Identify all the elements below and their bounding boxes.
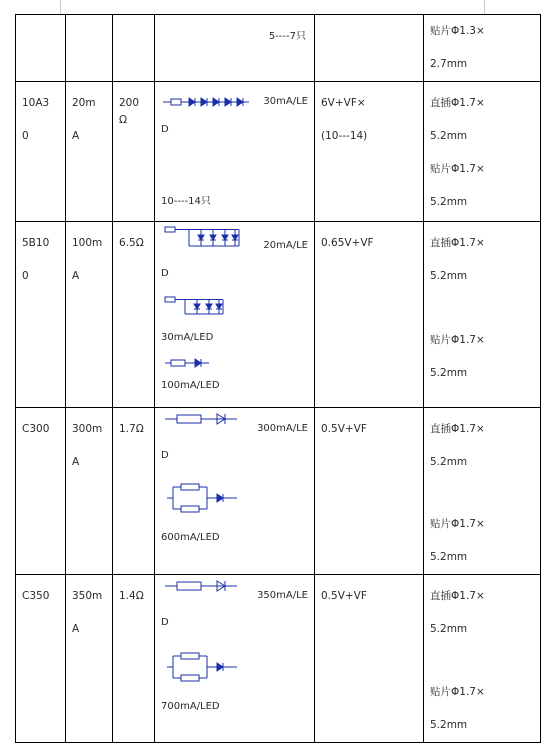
circuit-label: D [161, 617, 169, 628]
current-cell [66, 15, 113, 82]
diode-icon [225, 98, 231, 106]
resistor-icon [181, 653, 199, 659]
resistor-icon [181, 675, 199, 681]
led-count-text: 10----14只 [161, 196, 211, 207]
voltage-cell [315, 575, 424, 743]
current-cell [66, 408, 113, 575]
diode-icon [194, 300, 200, 315]
voltage-cell [315, 222, 424, 408]
diode-icon [198, 230, 204, 247]
model-text: 0 [22, 130, 29, 142]
voltage-text: 0.5V+VF [321, 590, 367, 602]
resistor-icon [171, 360, 185, 366]
parallel-led-circuit [161, 296, 231, 318]
led-count-text: 5----7只 [268, 31, 306, 42]
diode-icon [216, 300, 222, 315]
table-row [16, 222, 541, 408]
circuit-cell [155, 575, 315, 743]
voltage-text: (10---14) [321, 130, 368, 142]
package-cell [424, 575, 541, 743]
resistor-icon [171, 99, 181, 105]
parallel-resistor-led-circuit [161, 481, 241, 515]
diode-icon [217, 663, 223, 671]
resistor-icon [181, 484, 199, 490]
voltage-text: 0.65V+VF [321, 237, 374, 249]
resistance-text: Ω [119, 114, 128, 126]
led-driver-spec-table [15, 14, 541, 743]
circuit-label: D [161, 124, 169, 135]
circuit-cell [155, 15, 315, 82]
diode-icon [201, 98, 207, 106]
resistance-text: 6.5Ω [119, 237, 144, 249]
resistor-icon [177, 582, 201, 590]
resistance-cell [113, 15, 155, 82]
diode-icon [210, 230, 216, 247]
model-text: 10A3 [22, 97, 50, 109]
package-cell [424, 408, 541, 575]
model-text: 0 [22, 270, 29, 282]
package-line: 5.2mm [430, 270, 468, 282]
model-cell [16, 82, 66, 222]
package-line: 5.2mm [430, 367, 468, 379]
current-text: 300m [72, 423, 103, 435]
resistance-cell [113, 408, 155, 575]
package-line: 5.2mm [430, 130, 468, 142]
model-text: C300 [22, 423, 50, 435]
circuit-label: 30mA/LED [161, 332, 214, 343]
model-cell [16, 222, 66, 408]
parallel-led-circuit [161, 226, 241, 252]
circuit-label: D [161, 450, 169, 461]
package-line: 直插Φ1.7× [430, 590, 485, 602]
package-cell [424, 15, 541, 82]
circuit-current-text: 300mA/LE [257, 423, 308, 434]
circuit-current-text: 20mA/LE [263, 240, 308, 251]
package-cell [424, 82, 541, 222]
page-margin-mark [60, 0, 61, 14]
resistor-icon [181, 506, 199, 512]
resistance-cell [113, 222, 155, 408]
diode-icon [237, 98, 243, 106]
package-line: 贴片Φ1.7× [430, 163, 485, 175]
resistance-text: 200 [119, 97, 140, 109]
current-text: 100m [72, 237, 103, 249]
circuit-cell [155, 408, 315, 575]
package-line: 2.7mm [430, 58, 468, 70]
circuit-label: 700mA/LED [161, 701, 220, 712]
package-line: 5.2mm [430, 719, 468, 731]
single-led-circuit [161, 411, 241, 427]
current-text: A [72, 270, 80, 282]
current-text: A [72, 130, 80, 142]
circuit-cell [155, 222, 315, 408]
model-cell [16, 408, 66, 575]
package-cell [424, 222, 541, 408]
table-row [16, 575, 541, 743]
voltage-cell [315, 408, 424, 575]
circuit-label: 100mA/LED [161, 380, 220, 391]
voltage-text: 0.5V+VF [321, 423, 367, 435]
resistor-icon [165, 227, 175, 232]
single-led-circuit [161, 578, 241, 594]
table-row [16, 15, 541, 82]
resistance-text: 1.4Ω [119, 590, 144, 602]
voltage-text: 6V+VF× [321, 97, 366, 109]
single-led-circuit [161, 356, 221, 370]
current-text: 350m [72, 590, 103, 602]
package-line: 5.2mm [430, 551, 468, 563]
model-cell [16, 575, 66, 743]
model-cell [16, 15, 66, 82]
package-line: 5.2mm [430, 196, 468, 208]
package-line: 直插Φ1.7× [430, 97, 485, 109]
current-text: 20m [72, 97, 96, 109]
current-cell [66, 575, 113, 743]
package-line: 贴片Φ1.7× [430, 686, 485, 698]
diode-icon [222, 230, 228, 247]
series-led-circuit [161, 94, 251, 110]
package-line: 直插Φ1.7× [430, 237, 485, 249]
model-text: 5B10 [22, 237, 50, 249]
package-line: 直插Φ1.7× [430, 423, 485, 435]
table-row [16, 408, 541, 575]
diode-icon [206, 300, 212, 315]
package-line: 5.2mm [430, 456, 468, 468]
current-text: A [72, 456, 80, 468]
package-line: 贴片Φ1.7× [430, 334, 485, 346]
diode-icon [195, 359, 201, 367]
voltage-cell [315, 15, 424, 82]
diode-icon [189, 98, 195, 106]
parallel-resistor-led-circuit [161, 650, 241, 684]
circuit-current-text: 350mA/LE [257, 590, 308, 601]
current-text: A [72, 623, 80, 635]
resistance-cell [113, 575, 155, 743]
resistor-icon [177, 415, 201, 423]
package-line: 贴片Φ1.3× [430, 25, 485, 37]
circuit-current-text: 30mA/LE [263, 96, 308, 107]
circuit-label: D [161, 268, 169, 279]
page-margin-mark [484, 0, 485, 14]
resistance-text: 1.7Ω [119, 423, 144, 435]
model-text: C350 [22, 590, 50, 602]
current-cell [66, 82, 113, 222]
current-cell [66, 222, 113, 408]
voltage-cell [315, 82, 424, 222]
resistance-cell [113, 82, 155, 222]
package-line: 贴片Φ1.7× [430, 518, 485, 530]
diode-icon [217, 494, 223, 502]
package-line: 5.2mm [430, 623, 468, 635]
circuit-label: 600mA/LED [161, 532, 220, 543]
table-row [16, 82, 541, 222]
circuit-cell [155, 82, 315, 222]
diode-icon [232, 230, 238, 247]
resistor-icon [165, 297, 175, 302]
diode-icon [213, 98, 219, 106]
